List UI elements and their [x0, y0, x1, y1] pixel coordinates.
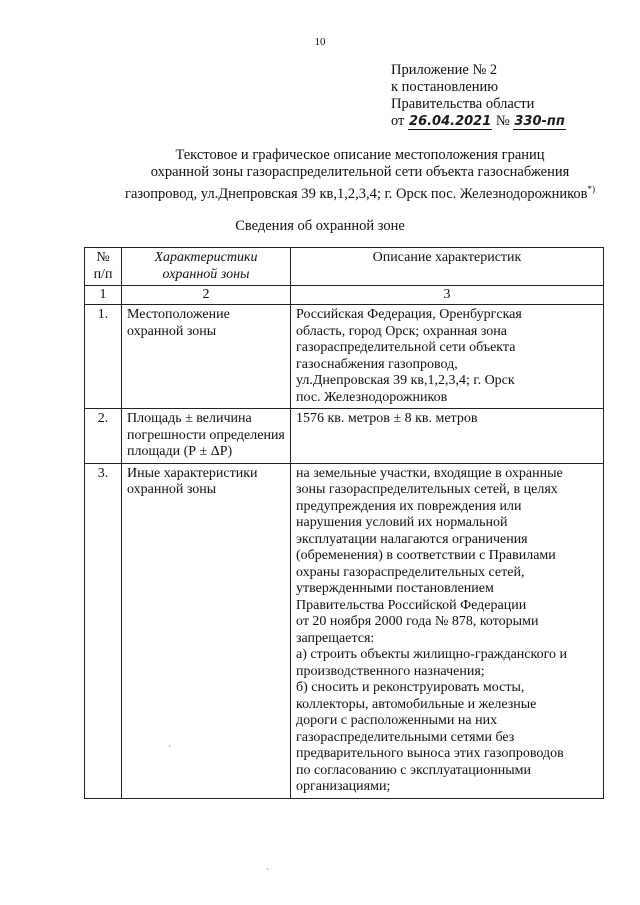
header-cell-characteristics: Характеристики охранной зоны: [122, 248, 291, 286]
description-line: дороги с расположенными на них: [296, 713, 498, 728]
appendix-line-3: Правительства области: [391, 96, 535, 112]
description-line: эксплуатации налагаются ограничения: [296, 531, 528, 547]
row-characteristic: Площадь ± величина погрешности определения площади (Р ± ΔР): [122, 409, 291, 464]
description-line: 1576 кв. метров ± 8 кв. метров: [296, 411, 478, 426]
description-line: организациями;: [296, 779, 391, 794]
table-column-numbers-row: [85, 286, 604, 305]
appendix-line-1: Приложение № 2: [391, 62, 498, 78]
description-line: а) строить объекты жилищно-гражданского и: [296, 647, 567, 662]
row-characteristic: Местоположение охранной зоны: [122, 305, 291, 409]
title-line-3: [60, 181, 640, 203]
description-line: Правительства Российской Федерации: [296, 597, 527, 613]
description-line: предупреждения их повреждения или: [296, 498, 522, 514]
appendix-date-line: [391, 113, 566, 130]
section-subtitle: Сведения об охранной зоне: [235, 218, 405, 234]
description-line: утвержденными постановлением: [296, 581, 494, 596]
zone-info-table: [84, 247, 604, 799]
header-cell-number: № п/п: [85, 248, 122, 286]
title-line-2: охранной зоны газораспределительной сети объекта газоснабжения: [150, 164, 570, 180]
row-characteristic: Иные характеристики охранной зоны: [122, 463, 291, 798]
description-line: от 20 ноября 2000 года № 878, которыми: [296, 614, 539, 629]
table-row: [85, 305, 604, 409]
description-line: охраны газораспределительных сетей,: [296, 564, 525, 580]
description-line: б) сносить и реконструировать мосты,: [296, 680, 525, 695]
appendix-line-2: к постановлению: [391, 79, 499, 95]
description-line: область, город Орск; охранная зона: [296, 323, 507, 339]
date-prefix: от: [391, 113, 405, 129]
description-line: газоснабжения газопровод,: [296, 356, 458, 372]
column-number-1: 1: [85, 286, 122, 305]
description-line: газораспределительной сети объекта: [296, 340, 516, 355]
row-number: 1.: [85, 305, 122, 409]
description-line: производственного назначения;: [296, 663, 485, 679]
handwritten-date: 26.04.2021: [409, 114, 492, 129]
table-header-row: [85, 248, 604, 286]
row-description: [291, 463, 604, 798]
page-number: 10: [314, 36, 326, 48]
table-row: [85, 463, 604, 798]
description-line: зоны газораспределительных сетей, в целях: [296, 482, 558, 497]
appendix-header: [391, 62, 566, 130]
title-line-1: Текстовое и графическое описание местоположения границ: [175, 147, 545, 163]
row-number: 2.: [85, 409, 122, 464]
description-line: ул.Днепровская 39 кв,1,2,3,4; г. Орск: [296, 373, 515, 388]
footnote-mark: *): [587, 184, 595, 194]
description-line: Российская Федерация, Оренбургская: [296, 307, 522, 322]
row-number: 3.: [85, 463, 122, 798]
column-number-3: 3: [291, 286, 604, 305]
description-line: запрещается:: [296, 630, 375, 646]
document-title: [60, 147, 640, 203]
row-description: [291, 409, 604, 464]
scan-speck: ˋ: [168, 745, 172, 756]
title-line-3-text: газопровод, ул.Днепровская 39 кв,1,2,3,4; г. Орск пос. Железнодорожников: [125, 185, 588, 202]
description-line: пос. Железнодорожников: [296, 389, 448, 405]
row-description: [291, 305, 604, 409]
header-cell-description: Описание характеристик: [291, 248, 604, 286]
column-number-2: 2: [122, 286, 291, 305]
description-line: нарушения условий их нормальной: [296, 515, 508, 530]
description-line: (обременения) в соответствии с Правилами: [296, 548, 556, 563]
description-line: газораспределительными сетями без: [296, 729, 515, 745]
number-sign: №: [495, 113, 510, 129]
description-line: по согласованию с эксплуатационными: [296, 762, 531, 778]
table-row: [85, 409, 604, 464]
description-line: коллекторы, автомобильные и железные: [296, 696, 537, 712]
description-line: на земельные участки, входящие в охранные: [296, 465, 563, 481]
description-line: предварительного выноса этих газопроводов: [296, 746, 564, 761]
handwritten-number: 330-пп: [514, 114, 565, 129]
scan-speck: ˋ: [266, 868, 270, 879]
